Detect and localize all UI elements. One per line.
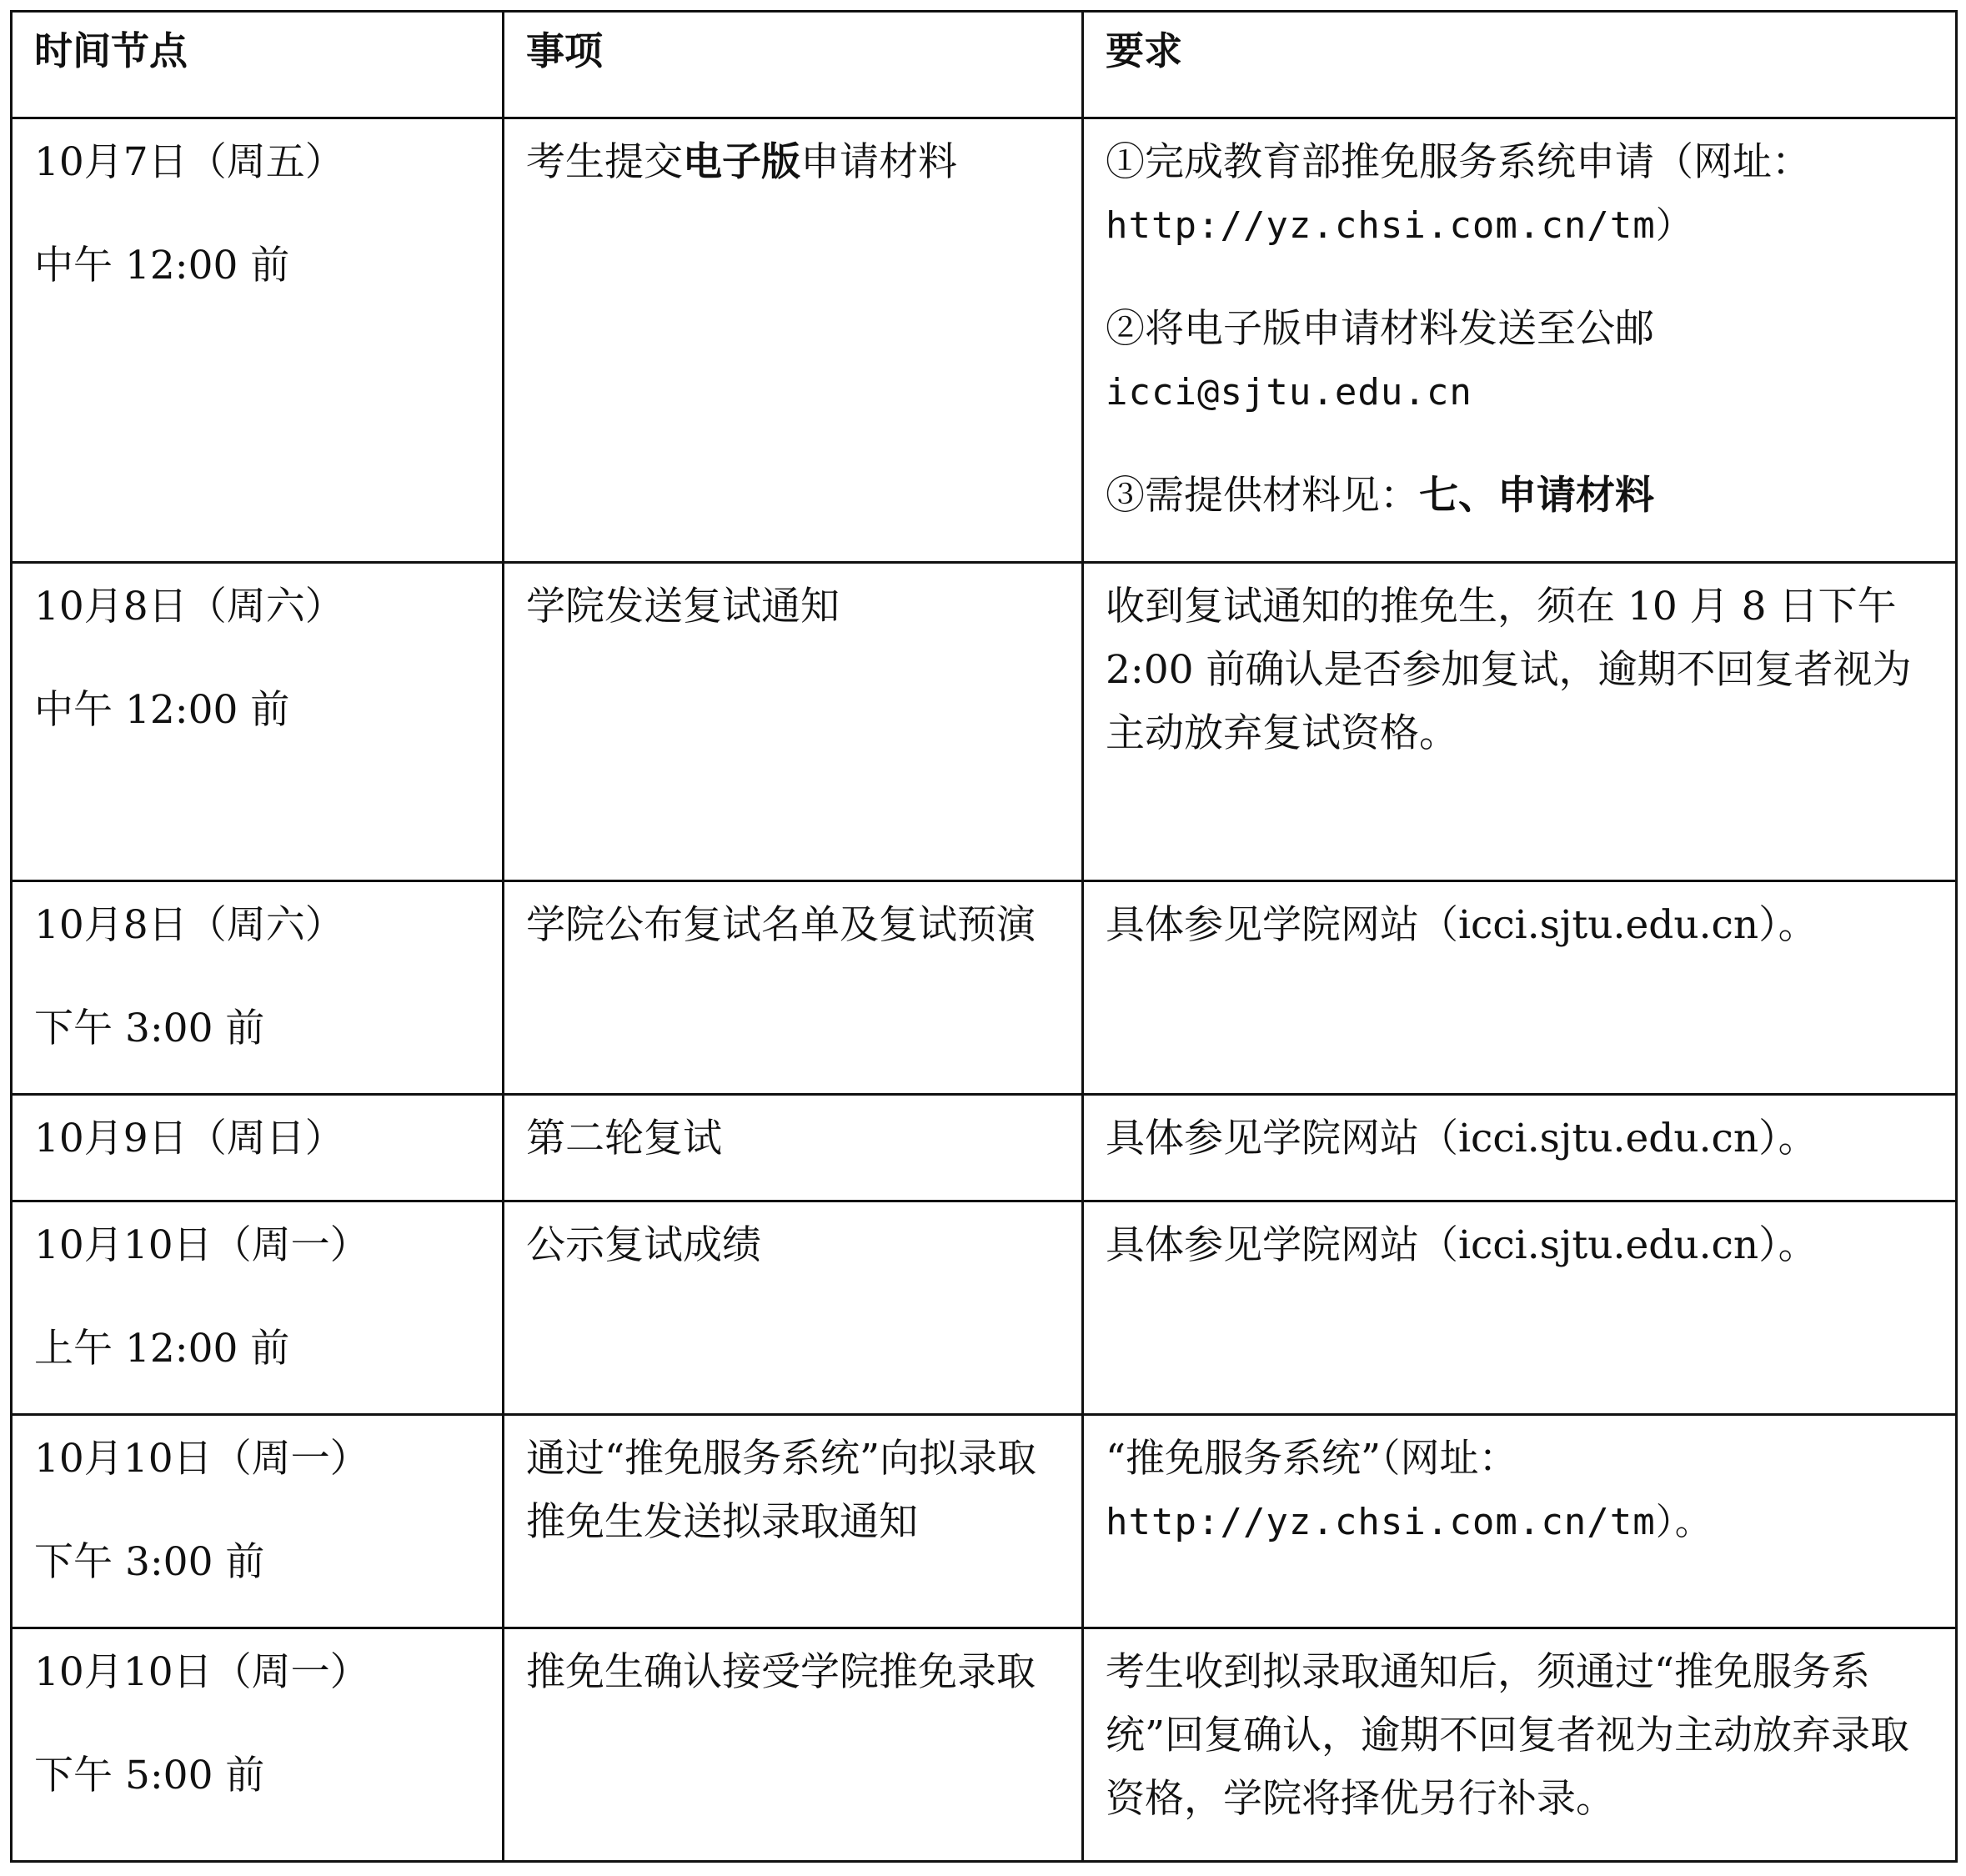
schedule-table [10,10,1958,1863]
table-row [12,118,1957,563]
table-row [12,1628,1957,1862]
cell-time [12,1628,504,1862]
item-bold-text: 电子版 [683,139,800,185]
table-row [12,1095,1957,1201]
table-header-row [12,12,1957,118]
cell-item: 推免生确认接受学院推免录取 [504,1628,1083,1862]
date-text: 10月7日（周五） [34,139,344,185]
time-text: 中午 12:00 前 [34,243,290,288]
requirement-1-text: ①完成教育部推免服务系统申请（网址： [1106,139,1811,185]
requirement-1-url[interactable]: http://yz.chsi.com.cn/tm） [1106,204,1693,247]
cell-requirement [1083,1415,1957,1628]
time-text: 上午 12:00 前 [34,1326,290,1372]
cell-time [12,881,504,1095]
time-text: 下午 3:00 前 [34,1006,265,1051]
cell-requirement: 收到复试通知的推免生，须在 10 月 8 日下午 2:00 前确认是否参加复试，逾期不回复者视为主动放弃复试资格。 [1083,563,1957,881]
date-text: 10月10日（周一） [34,1649,369,1695]
date-text: 10月8日（周六） [34,902,344,948]
requirement-3-text: ③需提供材料见： [1106,473,1419,519]
cell-time [12,1201,504,1415]
table-row [12,563,1957,881]
item-text: 考生提交 [526,139,683,185]
header-requirement: 要求 [1083,12,1957,118]
table-row [12,881,1957,1095]
cell-requirement: 具体参见学院网站（icci.sjtu.edu.cn）。 [1083,1095,1957,1201]
cell-item: 公示复试成绩 [504,1201,1083,1415]
time-text: 中午 12:00 前 [34,687,290,733]
cell-requirement: 考生收到拟录取通知后，须通过“推免服务系统”回复确认，逾期不回复者视为主动放弃录取资格，学院将择优另行补录。 [1083,1628,1957,1862]
cell-time [12,1095,504,1201]
cell-item: 学院公布复试名单及复试预演 [504,881,1083,1095]
cell-item: 通过“推免服务系统”向拟录取推免生发送拟录取通知 [504,1415,1083,1628]
cell-time [12,563,504,881]
date-text: 10月9日（周日） [34,1116,344,1161]
cell-item: 第二轮复试 [504,1095,1083,1201]
time-text: 下午 3:00 前 [34,1539,265,1585]
table-row [12,1415,1957,1628]
cell-item: 学院发送复试通知 [504,563,1083,881]
cell-time [12,1415,504,1628]
cell-time [12,118,504,563]
cell-requirement: 具体参见学院网站（icci.sjtu.edu.cn）。 [1083,1201,1957,1415]
cell-requirement [1083,118,1957,563]
date-text: 10月8日（周六） [34,584,344,630]
time-text: 下午 5:00 前 [34,1753,265,1798]
requirement-2-text: ②将电子版申请材料发送至公邮 [1106,306,1654,352]
cell-requirement: 具体参见学院网站（icci.sjtu.edu.cn）。 [1083,881,1957,1095]
requirement-2-email[interactable]: icci@sjtu.edu.cn [1106,371,1472,414]
table-row [12,1201,1957,1415]
cell-item [504,118,1083,563]
requirement-url[interactable]: http://yz.chsi.com.cn/tm）。 [1106,1501,1713,1543]
header-item: 事项 [504,12,1083,118]
date-text: 10月10日（周一） [34,1436,369,1482]
item-text-tail: 申请材料 [800,139,957,185]
requirement-text: “推免服务系统”（网址： [1106,1436,1518,1482]
header-time: 时间节点 [12,12,504,118]
date-text: 10月10日（周一） [34,1222,369,1268]
requirement-3-bold: 七、申请材料 [1419,473,1654,519]
